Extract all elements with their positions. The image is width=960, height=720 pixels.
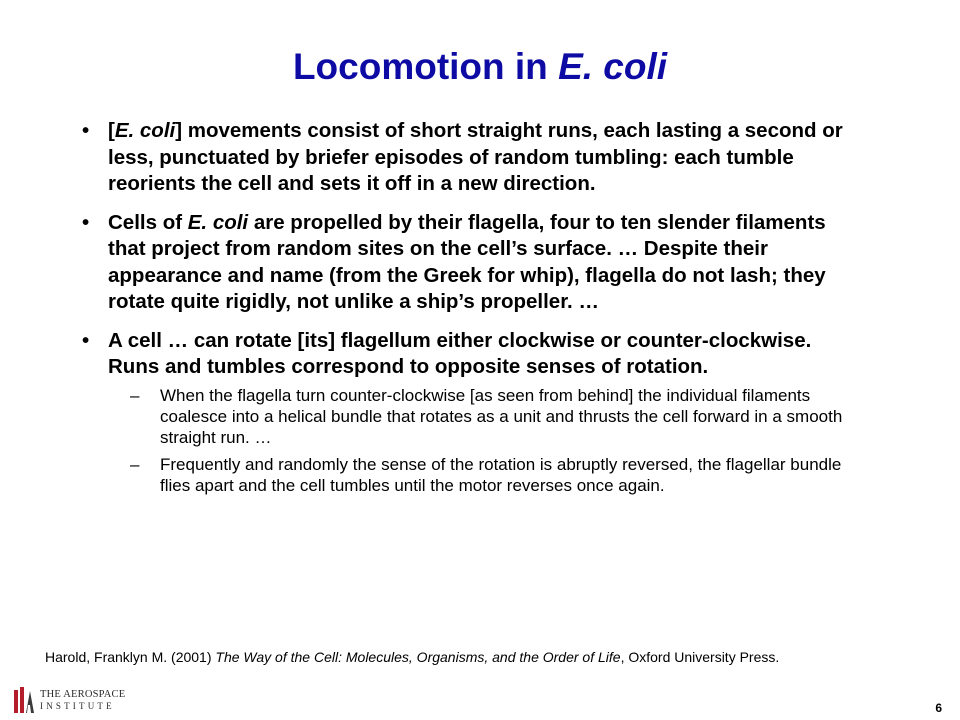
sub-bullet-text: When the flagella turn counter-clockwise [as seen from behind] the individual filaments coalesce into a helical bundle that rotates as a unit and thrusts the cell forward in a smooth straight run. …: [160, 385, 843, 447]
title-emphasis: E. coli: [558, 46, 668, 87]
bullet-glyph: •: [82, 328, 90, 352]
sub-bullet-glyph: –: [130, 385, 140, 405]
logo-line-1: THE AEROSPACE: [40, 689, 126, 700]
aerospace-a-logo-icon: [14, 687, 36, 713]
sub-bullet-list: [108, 385, 860, 496]
bullet-italic-text: E. coli: [187, 210, 249, 234]
bullet-text: A cell … can rotate [its] flagellum either clockwise or counter-clockwise. Runs and tumbles correspond to opposite senses of rotation.: [108, 328, 812, 378]
bullet-item: [80, 210, 860, 316]
bullet-text: ] movements consist of short straight runs, each lasting a second or less, punctuated by briefer episodes of random tumbling: each tumble reorients the cell and sets it off in a new direction.: [108, 119, 843, 195]
bullet-text: Cells of: [108, 210, 188, 234]
bullet-text: [: [108, 119, 115, 142]
sub-bullet-text: Frequently and randomly the sense of the rotation is abruptly reversed, the flagellar bundle flies apart and the cell tumbles until the motor reverses once again.: [160, 454, 842, 495]
citation-work: The Way of the Cell: Molecules, Organisms, and the Order of Life: [215, 649, 621, 665]
slide-title: [0, 46, 960, 88]
bullet-item: [80, 328, 860, 496]
title-prefix: Locomotion in: [292, 46, 559, 87]
sub-bullet-glyph: –: [130, 454, 140, 474]
page-number: 6: [935, 701, 942, 715]
bullet-italic-text: E. coli: [114, 119, 176, 142]
citation-publisher: , Oxford University Press.: [620, 649, 780, 665]
sub-bullet-item: [108, 454, 860, 496]
logo-line-2: INSTITUTE: [40, 701, 115, 711]
bullet-item: [80, 118, 860, 198]
citation-author: Harold, Franklyn M. (2001): [45, 649, 216, 665]
aerospace-institute-logo: [14, 687, 126, 713]
citation: [45, 648, 779, 666]
bullet-list: [80, 118, 860, 508]
bullet-glyph: •: [82, 210, 90, 234]
bullet-text: are propelled by their flagella, four to ten slender filaments that project from random sites on the cell’s surface. … Despite their appearance and name (from the Greek for whip), flagella do not lash; they rotate quite rigidly, not unlike a ship’s propeller. …: [108, 210, 826, 313]
sub-bullet-item: [108, 385, 860, 448]
bullet-glyph: •: [82, 119, 90, 142]
